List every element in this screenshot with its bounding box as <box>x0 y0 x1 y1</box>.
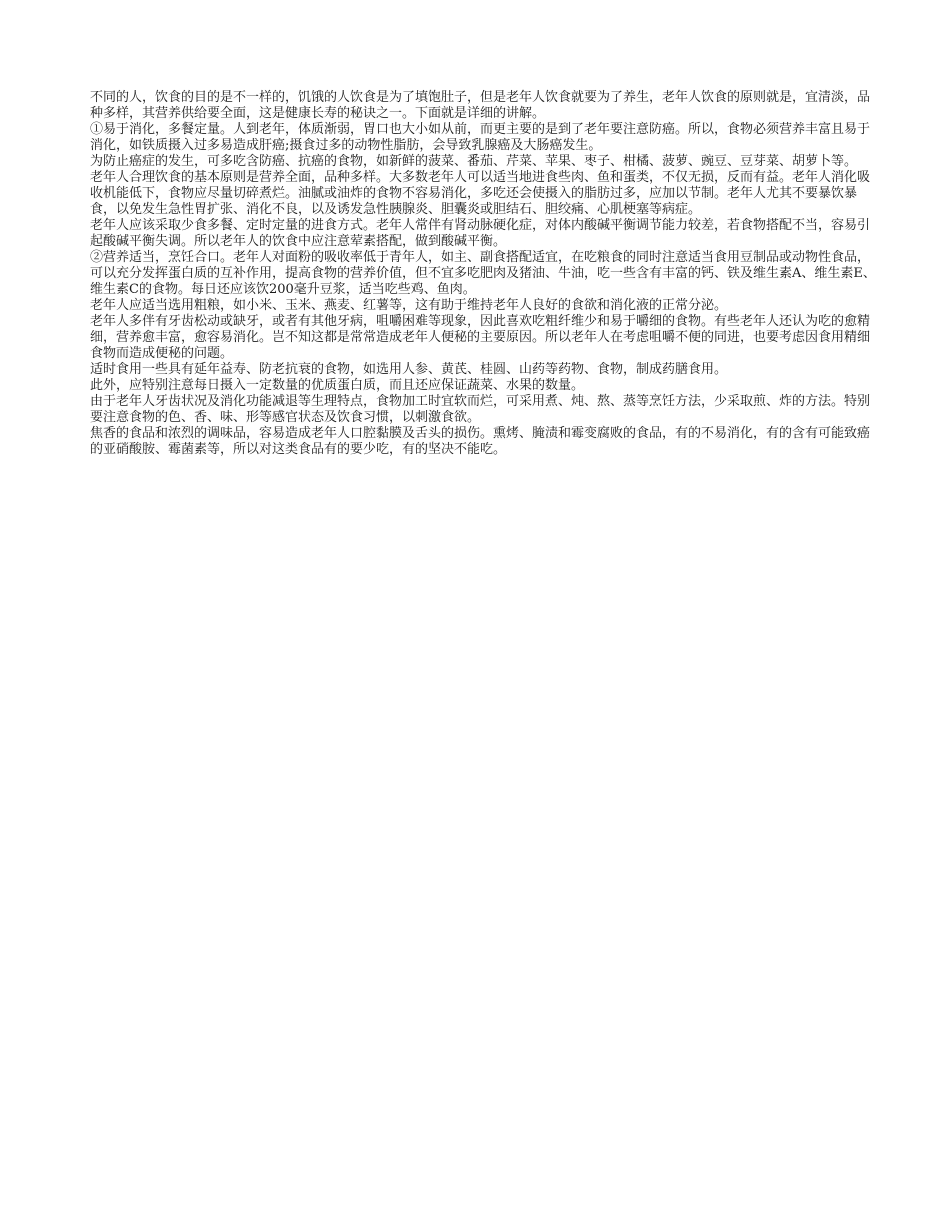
paragraph-protein-vegetables: 此外，应特别注意每日摄入一定数量的优质蛋白质，而且还应保证蔬菜、水果的数量。 <box>90 378 585 393</box>
paragraph-basic-principles: 老年人合理饮食的基本原则是营养全面，品种多样。大多数老年人可以适当地进食些肉、鱼和蛋类，不仅无损，反而有益。老年人消化吸收机能低下，食物应尽量切碎煮烂。油腻或油炸的食物不容易消化，多吃还会使摄入的脂肪过多，应加以节制。老年人尤其不要暴饮暴食，以免发生急性胃扩张、消化不良，以及诱发急性胰腺炎、胆囊炎或胆结石、胆绞痛、心肌梗塞等病症。 <box>90 170 871 217</box>
paragraph-longevity-foods: 适时食用一些具有延年益寿、防老抗衰的食物，如选用人参、黄芪、桂圆、山药等药物、食物，制成药膳食用。 <box>90 362 728 377</box>
paragraph-food-processing: 由于老年人牙齿状况及消化功能减退等生理特点，食物加工时宜软而烂，可采用煮、炖、熬、蒸等烹饪方法，少采取煎、炸的方法。特别要注意食物的色、香、味、形等感官状态及饮食习惯，以刺激食欲。 <box>90 394 871 425</box>
document-body <box>90 90 880 458</box>
paragraph-digestion: ①易于消化，多餐定量。人到老年，体质渐弱，胃口也大小如从前，而更主要的是到了老年要注意防癌。所以，食物必须营养丰富且易于消化，如铁质摄入过多易造成肝癌;摄食过多的动物性脂肪，会导致乳腺癌及大肠癌发生。 <box>90 122 871 153</box>
paragraph-intro: 不同的人，饮食的目的是不一样的，饥饿的人饮食是为了填饱肚子，但是老年人饮食就要为了养生，老年人饮食的原则就是，宜清淡，品种多样，其营养供给要全面，这是健康长寿的秘诀之一。下面就是详细的讲解。 <box>90 90 871 121</box>
paragraph-anticancer-foods: 为防止癌症的发生，可多吃含防癌、抗癌的食物，如新鲜的菠菜、番茄、芹菜、苹果、枣子、柑橘、菠萝、豌豆、豆芽菜、胡萝卜等。 <box>90 154 858 169</box>
paragraph-small-frequent-meals: 老年人应该采取少食多餐、定时定量的进食方式。老年人常伴有肾动脉硬化症，对体内酸碱平衡调节能力较差，若食物搭配不当，容易引起酸碱平衡失调。所以老年人的饮食中应注意荤素搭配，做到酸碱平衡。 <box>90 218 871 249</box>
paragraph-teeth-constipation: 老年人多伴有牙齿松动或缺牙，或者有其他牙病，咀嚼困难等现象，因此喜欢吃粗纤维少和易于嚼细的食物。有些老年人还认为吃的愈精细，营养愈丰富，愈容易消化。岂不知这都是常常造成老年人便秘的主要原因。所以老年人在考虑咀嚼不便的同进，也要考虑因食用精细食物而造成便秘的问题。 <box>90 314 871 361</box>
paragraph-foods-to-avoid: 焦香的食品和浓烈的调味品，容易造成老年人口腔黏膜及舌头的损伤。熏烤、腌渍和霉变腐败的食品，有的不易消化，有的含有可能致癌的亚硝酸胺、霉菌素等，所以对这类食品有的要少吃，有的坚决不能吃。 <box>90 426 871 457</box>
paragraph-nutrition-cooking: ②营养适当，烹饪合口。老年人对面粉的吸收率低于青年人，如主、副食搭配适宜，在吃粮食的同时注意适当食用豆制品或动物性食品，可以充分发挥蛋白质的互补作用，提高食物的营养价值，但不宜多吃肥肉及猪油、牛油，吃一些含有丰富的钙、铁及维生素A、维生素E、维生素C的食物。每日还应该饮200毫升豆浆，适当吃些鸡、鱼肉。 <box>90 250 876 297</box>
paragraph-coarse-grains: 老年人应适当选用粗粮，如小米、玉米、燕麦、红薯等，这有助于维持老年人良好的食欲和消化液的正常分泌。 <box>90 298 728 313</box>
